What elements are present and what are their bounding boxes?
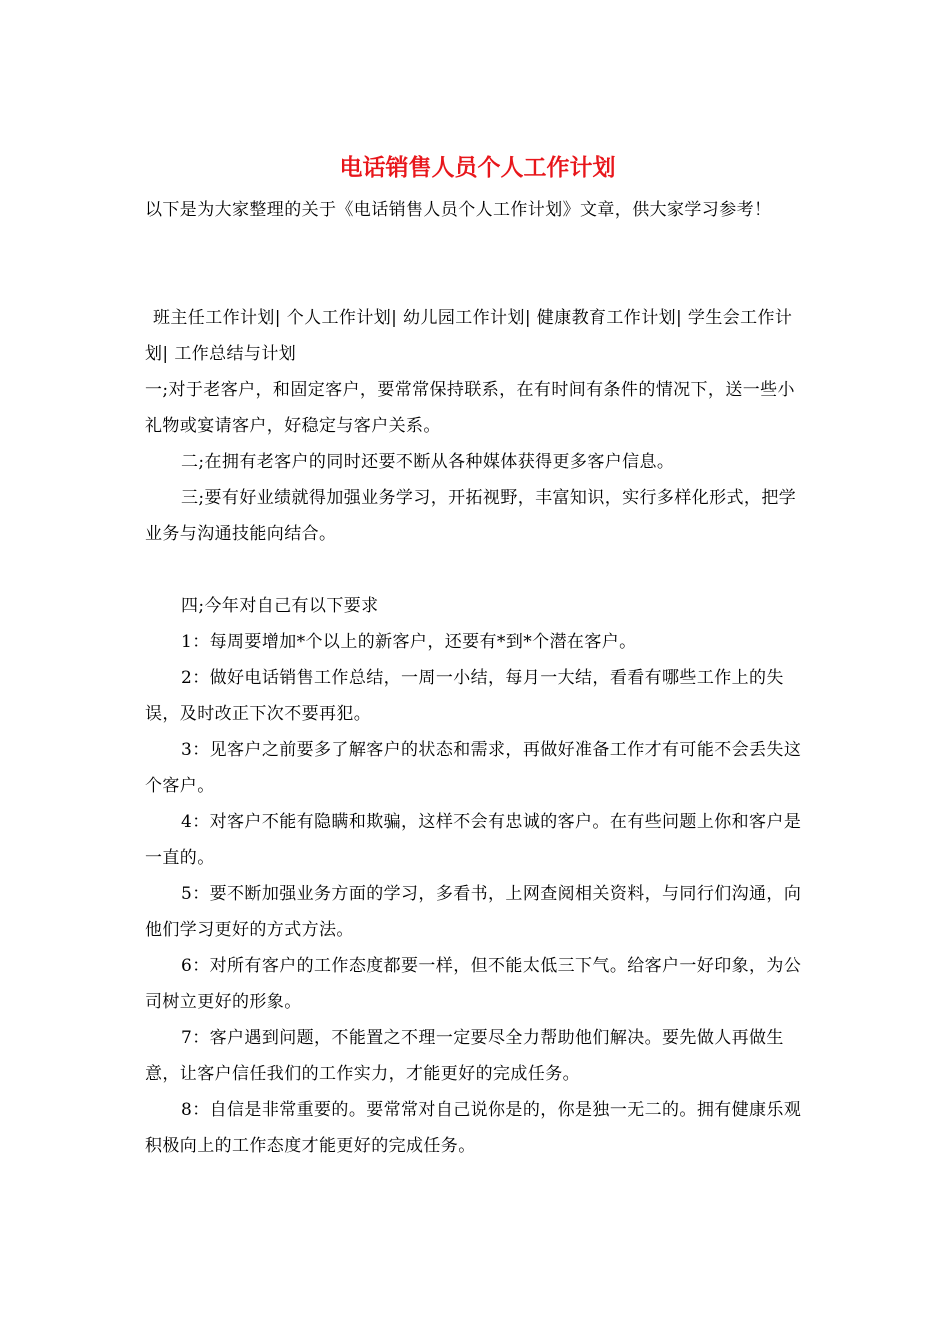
requirement-8: 8：自信是非常重要的。要常常对自己说你是的，你是独一无二的。拥有健康乐观积极向上的工作态度才能更好的完成任务。 (145, 1100, 802, 1156)
requirement-3: 3：见客户之前要多了解客户的状态和需求，再做好准备工作才有可能不会丢失这个客户。 (145, 740, 802, 796)
requirement-1: 1：每周要增加*个以上的新客户，还要有*到*个潜在客户。 (181, 632, 637, 652)
requirement-6: 6：对所有客户的工作态度都要一样，但不能太低三下气。给客户一好印象，为公司树立更好的形象。 (145, 956, 802, 1012)
paragraph-1: 一;对于老客户，和固定客户，要常常保持联系，在有时间有条件的情况下，送一些小礼物或宴请客户，好稳定与客户关系。 (145, 380, 795, 436)
related-tags: 班主任工作计划| 个人工作计划| 幼儿园工作计划| 健康教育工作计划| 学生会工作计划| 工作总结与计划 (145, 308, 793, 364)
requirement-4: 4：对客户不能有隐瞒和欺骗，这样不会有忠诚的客户。在有些问题上你和客户是一直的。 (145, 812, 802, 868)
paragraph-4: 四;今年对自己有以下要求 (181, 596, 379, 616)
requirement-2: 2：做好电话销售工作总结，一周一小结，每月一大结，看看有哪些工作上的失误，及时改正下次不要再犯。 (145, 668, 784, 724)
paragraph-2: 二;在拥有老客户的同时还要不断从各种媒体获得更多客户信息。 (181, 452, 675, 472)
requirement-7: 7：客户遇到问题，不能置之不理一定要尽全力帮助他们解决。要先做人再做生意，让客户信任我们的工作实力，才能更好的完成任务。 (145, 1028, 784, 1084)
paragraph-3: 三;要有好业绩就得加强业务学习，开拓视野，丰富知识，实行多样化形式，把学业务与沟通技能向结合。 (145, 488, 797, 544)
document-title: 电话销售人员个人工作计划 (339, 154, 616, 181)
requirement-5: 5：要不断加强业务方面的学习，多看书，上网查阅相关资料，与同行们沟通，向他们学习更好的方式方法。 (145, 884, 802, 940)
intro-paragraph: 以下是为大家整理的关于《电话销售人员个人工作计划》文章，供大家学习参考！ (145, 200, 772, 220)
